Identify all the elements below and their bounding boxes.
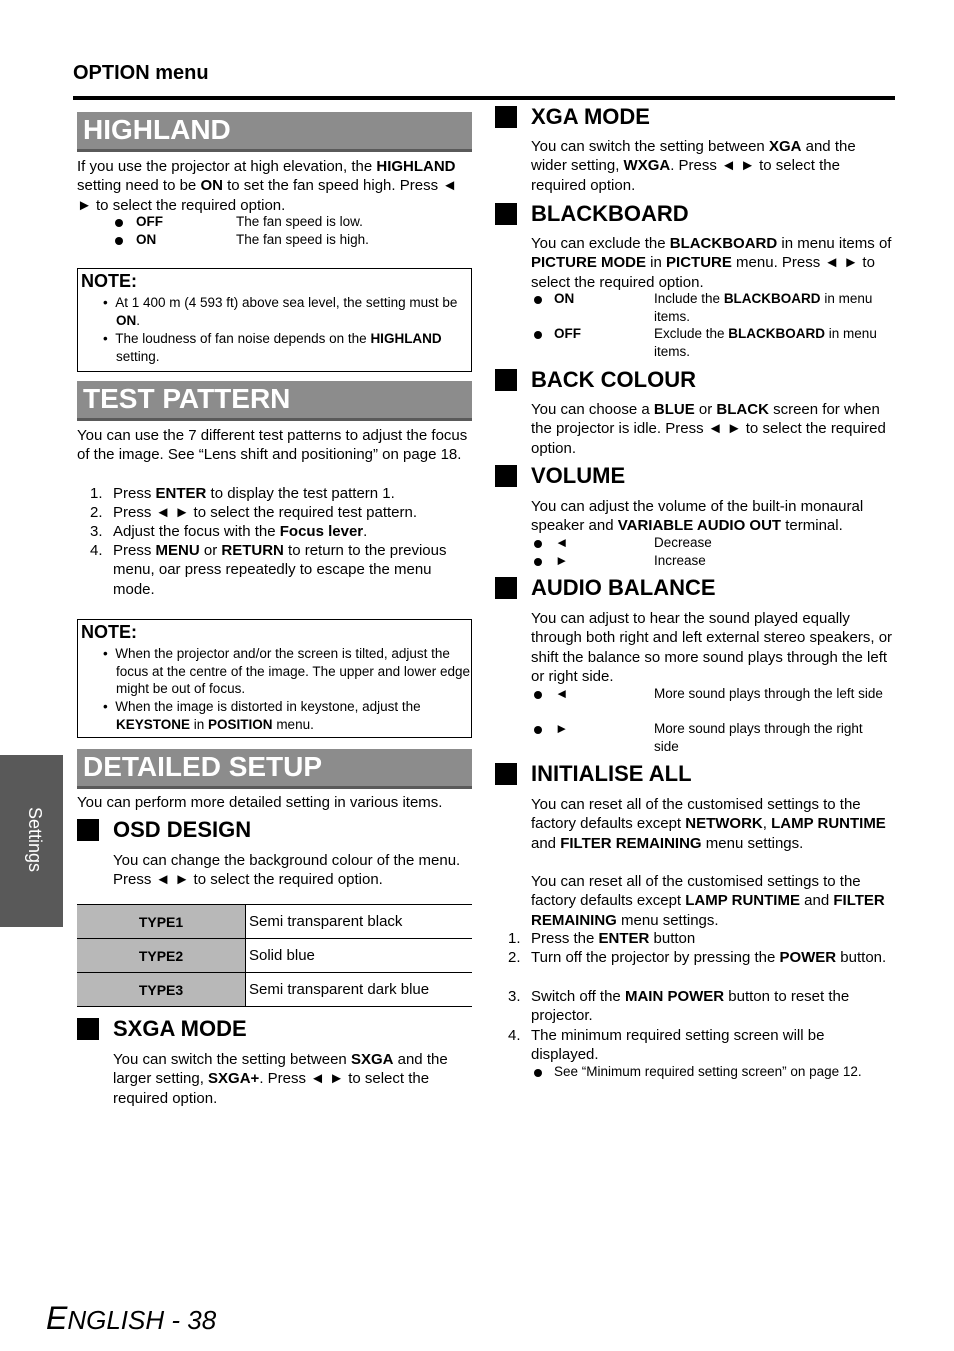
- blackboard-option-on-desc: Include the BLACKBOARD in menu items.: [654, 291, 873, 324]
- volume-option-increase-desc: Increase: [654, 553, 706, 568]
- sxga-mode-heading: SXGA MODE: [113, 1016, 247, 1041]
- audio-balance-option-right-desc: More sound plays through the right side: [654, 721, 863, 754]
- step-number: 4.: [90, 542, 103, 559]
- step-number: 3.: [90, 523, 103, 540]
- test-pattern-banner: TEST PATTERN: [77, 381, 472, 421]
- osd-design-text: You can change the background colour of the menu. Press ◄ ► to select the required option.: [113, 852, 461, 889]
- initialise-step-4: The minimum required setting screen will be displayed.: [531, 1027, 825, 1064]
- step-number: 1.: [90, 485, 103, 502]
- table-row: [77, 939, 472, 973]
- highland-option-off-desc: The fan speed is low.: [236, 214, 363, 229]
- page-number: ENGLISH - 38: [46, 1300, 217, 1336]
- volume-option-decrease-name: ◄: [555, 535, 569, 550]
- table-cell-desc: Semi transparent dark blue: [246, 973, 473, 1007]
- volume-option-increase-name: ►: [555, 553, 569, 568]
- audio-balance-heading: AUDIO BALANCE: [531, 575, 716, 600]
- table-row: [77, 905, 472, 939]
- initialise-sub-note: See “Minimum required setting screen” on page 12.: [554, 1064, 862, 1079]
- note-item: • When the projector and/or the screen is tilted, adjust the focus at the centre of the image. The upper and lower edge might be out of focus.: [103, 646, 470, 696]
- section-marker: [495, 106, 517, 128]
- test-pattern-intro: You can use the 7 different test patterns to adjust the focus of the image. See “Lens shift and positioning” on page 18.: [77, 427, 468, 464]
- table-cell-desc: Solid blue: [246, 939, 473, 973]
- blackboard-option-on: [534, 291, 542, 309]
- blackboard-heading: BLACKBOARD: [531, 201, 689, 226]
- detailed-setup-intro: You can perform more detailed setting in various items.: [77, 794, 443, 811]
- audio-balance-option-left: [534, 686, 542, 704]
- section-marker: [495, 577, 517, 599]
- audio-balance-text: You can adjust to hear the sound played equally through both right and left external stereo speakers, or shift the balance so more sound plays through the left or right side.: [531, 610, 893, 685]
- test-pattern-step-2: Press ◄ ► to select the required test pattern.: [113, 504, 417, 521]
- section-marker: [495, 763, 517, 785]
- highland-option-on: [115, 232, 123, 250]
- audio-balance-option-left-name: ◄: [555, 686, 569, 701]
- note-item: • When the image is distorted in keystone, adjust the KEYSTONE in POSITION menu.: [103, 699, 421, 732]
- detailed-setup-banner: DETAILED SETUP: [77, 749, 472, 789]
- initialise-all-heading: INITIALISE ALL: [531, 761, 692, 786]
- step-number: 2.: [90, 504, 103, 521]
- osd-design-table: [77, 904, 472, 1007]
- section-marker: [77, 819, 99, 841]
- initialise-step-2: Turn off the projector by pressing the POWER button.: [531, 949, 887, 966]
- highland-option-on-desc: The fan speed is high.: [236, 232, 369, 247]
- test-pattern-step-4: Press MENU or RETURN to return to the previous menu, oar press repeatedly to escape the menu mode.: [113, 542, 447, 598]
- sxga-mode-text: You can switch the setting between SXGA and the larger setting, SXGA+. Press ◄ ► to select the required option.: [113, 1051, 448, 1107]
- section-marker: [495, 203, 517, 225]
- table-cell-type: TYPE1: [77, 905, 246, 939]
- osd-design-heading: OSD DESIGN: [113, 817, 252, 842]
- test-pattern-step-1: Press ENTER to display the test pattern 1.: [113, 485, 395, 502]
- step-number: 1.: [508, 930, 521, 947]
- highland-banner: HIGHLAND: [77, 112, 472, 152]
- section-title: OPTION menu: [73, 62, 209, 84]
- section-marker: [495, 465, 517, 487]
- blackboard-option-off-desc: Exclude the BLACKBOARD in menu items.: [654, 326, 877, 359]
- table-row: [77, 973, 472, 1007]
- blackboard-text: You can exclude the BLACKBOARD in menu items of PICTURE MODE in PICTURE menu. Press ◄ ► to select the required option.: [531, 235, 892, 291]
- header-rule: [73, 96, 895, 100]
- back-colour-text: You can choose a BLUE or BLACK screen for when the projector is idle. Press ◄ ► to select the required option.: [531, 401, 886, 457]
- table-cell-type: TYPE3: [77, 973, 246, 1007]
- volume-option-decrease-desc: Decrease: [654, 535, 712, 550]
- back-colour-heading: BACK COLOUR: [531, 367, 696, 392]
- blackboard-option-off: [534, 326, 542, 344]
- test-pattern-note-box: [77, 619, 472, 738]
- note-item: • At 1 400 m (4 593 ft) above sea level, the setting must be ON.: [103, 295, 458, 328]
- step-number: 4.: [508, 1027, 521, 1044]
- side-tab-label: Settings: [25, 807, 45, 873]
- section-marker: [495, 369, 517, 391]
- note-item: • The loudness of fan noise depends on the HIGHLAND setting.: [103, 331, 442, 364]
- initialise-all-text-2: You can reset all of the customised settings to the factory defaults except LAMP RUNTIME and FILTER REMAINING menu settings.: [531, 873, 885, 929]
- highland-note-box: [77, 268, 472, 372]
- table-cell-type: TYPE2: [77, 939, 246, 973]
- volume-option-increase: [534, 553, 542, 571]
- audio-balance-option-right-name: ►: [555, 721, 569, 736]
- test-pattern-step-3: Adjust the focus with the Focus lever.: [113, 523, 368, 540]
- initialise-sub-note-bullet: [534, 1064, 542, 1082]
- table-cell-desc: Semi transparent black: [246, 905, 473, 939]
- initialise-step-3: Switch off the MAIN POWER button to reset the projector.: [531, 988, 850, 1025]
- audio-balance-option-right: [534, 721, 542, 739]
- audio-balance-option-left-desc: More sound plays through the left side: [654, 686, 883, 701]
- section-marker: [77, 1018, 99, 1040]
- note-title: NOTE:: [81, 622, 137, 642]
- highland-option-off-name: OFF: [136, 214, 163, 229]
- volume-heading: VOLUME: [531, 463, 626, 488]
- step-number: 3.: [508, 988, 521, 1005]
- highland-option-on-name: ON: [136, 232, 157, 247]
- initialise-all-text-1: You can reset all of the customised settings to the factory defaults except NETWORK, LAMP RUNTIME and FILTER REMAINING menu settings.: [531, 796, 886, 852]
- xga-mode-heading: XGA MODE: [531, 104, 650, 129]
- step-number: 2.: [508, 949, 521, 966]
- xga-mode-text: You can switch the setting between XGA and the wider setting, WXGA. Press ◄ ► to select the required option.: [531, 138, 856, 194]
- volume-text: You can adjust the volume of the built-in monaural speaker and VARIABLE AUDIO OUT terminal.: [531, 498, 864, 535]
- note-title: NOTE:: [81, 271, 137, 291]
- volume-option-decrease: [534, 535, 542, 553]
- highland-option-off: [115, 214, 123, 232]
- blackboard-option-on-name: ON: [554, 291, 575, 306]
- highland-intro: If you use the projector at high elevation, the HIGHLAND setting need to be ON to set the fan speed high. Press ◄ ► to select the required option.: [77, 158, 458, 214]
- initialise-step-1: Press the ENTER button: [531, 930, 696, 947]
- blackboard-option-off-name: OFF: [554, 326, 581, 341]
